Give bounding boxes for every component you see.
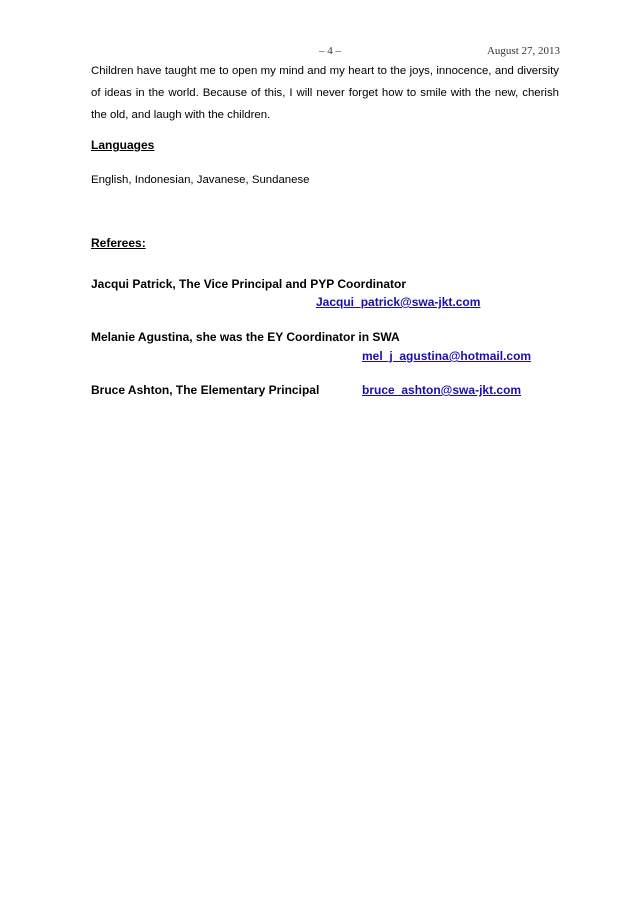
languages-heading: Languages: [91, 138, 155, 152]
referee-name: Melanie Agustina, she was the EY Coordinator in SWA: [91, 330, 400, 344]
referee-email-link[interactable]: bruce_ashton@swa-jkt.com: [362, 383, 522, 397]
referee-email-link[interactable]: Jacqui_patrick@swa-jkt.com: [316, 295, 481, 309]
referee-name: Jacqui Patrick, The Vice Principal and PYP Coordinator: [91, 277, 406, 291]
referee-email-link[interactable]: mel_j_agustina@hotmail.com: [362, 349, 532, 363]
body-paragraph: Children have taught me to open my mind and my heart to the joys, innocence, and diversity of ideas in the world. Because of this, I will never forget how to smile with the new, cherish the old, and laugh with the children.: [91, 65, 559, 121]
languages-text: English, Indonesian, Javanese, Sundanese: [91, 174, 310, 186]
referee-name: Bruce Ashton, The Elementary Principal: [91, 383, 320, 397]
referees-heading: Referees:: [91, 236, 146, 250]
page-number: – 4 –: [319, 45, 341, 57]
header-date: August 27, 2013: [486, 45, 560, 57]
